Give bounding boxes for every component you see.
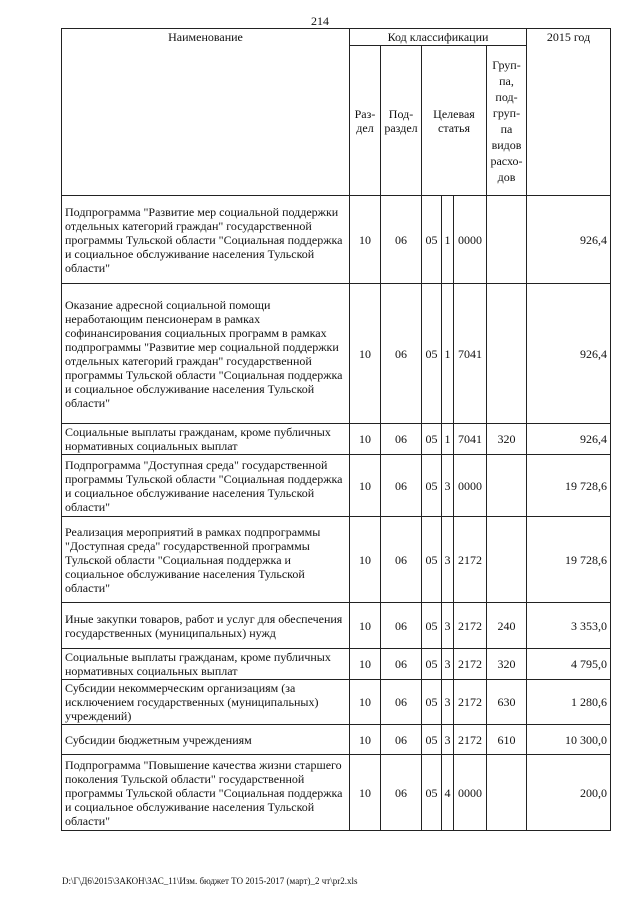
row-amount: 926,4 xyxy=(527,196,611,284)
row-name: Реализация мероприятий в рамках подпрограммы "Доступная среда" государственной программы Тульской области "Социальная поддержка и социальное обслуживание населения Тульской области" xyxy=(62,517,350,603)
row-target-direction: 2172 xyxy=(454,649,487,680)
row-subsection: 06 xyxy=(381,284,422,424)
row-target-direction: 0000 xyxy=(454,755,487,831)
row-name: Подпрограмма "Развитие мер социальной поддержки отдельных категорий граждан" государственной программы Тульской области "Социальная поддержка и социальное обслуживание населения Тульской области" xyxy=(62,196,350,284)
row-target-program: 05 xyxy=(422,196,442,284)
row-target-subprogram: 3 xyxy=(442,455,454,517)
row-expense-type: 320 xyxy=(487,424,527,455)
header-classification: Код классификации xyxy=(350,29,527,46)
table-row xyxy=(62,455,611,517)
row-subsection: 06 xyxy=(381,725,422,755)
row-amount: 1 280,6 xyxy=(527,680,611,725)
row-expense-type xyxy=(487,517,527,603)
row-amount: 926,4 xyxy=(527,284,611,424)
header-group: Груп- па, под- груп- па видов расхо- дов xyxy=(487,46,527,196)
row-name: Субсидии некоммерческим организациям (за исключением государственных (муниципальных) учреждений) xyxy=(62,680,350,725)
header-year: 2015 год xyxy=(527,29,611,196)
row-expense-type: 240 xyxy=(487,603,527,649)
table-row xyxy=(62,649,611,680)
row-target-program: 05 xyxy=(422,680,442,725)
row-expense-type xyxy=(487,455,527,517)
header-section: Раз- дел xyxy=(350,46,381,196)
row-expense-type: 630 xyxy=(487,680,527,725)
row-section: 10 xyxy=(350,649,381,680)
row-subsection: 06 xyxy=(381,603,422,649)
row-amount: 19 728,6 xyxy=(527,455,611,517)
table-row xyxy=(62,603,611,649)
row-expense-type xyxy=(487,284,527,424)
table-row xyxy=(62,755,611,831)
row-target-program: 05 xyxy=(422,517,442,603)
row-subsection: 06 xyxy=(381,680,422,725)
row-amount: 19 728,6 xyxy=(527,517,611,603)
row-section: 10 xyxy=(350,455,381,517)
table-row xyxy=(62,517,611,603)
row-target-subprogram: 3 xyxy=(442,517,454,603)
row-target-program: 05 xyxy=(422,424,442,455)
table-row xyxy=(62,725,611,755)
row-amount: 926,4 xyxy=(527,424,611,455)
table-row xyxy=(62,424,611,455)
row-target-subprogram: 1 xyxy=(442,284,454,424)
row-name: Подпрограмма "Повышение качества жизни старшего поколения Тульской области" государственной программы Тульской области "Социальная поддержка и социальное обслуживание населения Тульской области" xyxy=(62,755,350,831)
row-subsection: 06 xyxy=(381,755,422,831)
row-target-program: 05 xyxy=(422,755,442,831)
row-name: Социальные выплаты гражданам, кроме публичных нормативных социальных выплат xyxy=(62,649,350,680)
file-path-footer: D:\Г\Д6\2015\ЗАКОН\ЗАС_11\Изм. бюджет ТО 2015-2017 (март)_2 чт\pr2.xls xyxy=(62,876,358,886)
header-name: Наименование xyxy=(62,29,350,196)
row-subsection: 06 xyxy=(381,649,422,680)
row-amount: 10 300,0 xyxy=(527,725,611,755)
table-row xyxy=(62,284,611,424)
row-name: Оказание адресной социальной помощи неработающим пенсионерам в рамках софинансирования социальных программ в рамках подпрограммы "Развитие мер социальной поддержки отдельных категорий граждан" государственной программы Тульской области "Социальная поддержка и социальное обслуживание населения Тульской области" xyxy=(62,284,350,424)
row-target-direction: 2172 xyxy=(454,725,487,755)
table-row xyxy=(62,196,611,284)
row-target-direction: 2172 xyxy=(454,517,487,603)
row-amount: 4 795,0 xyxy=(527,649,611,680)
row-expense-type: 610 xyxy=(487,725,527,755)
page-number: 214 xyxy=(311,14,329,28)
row-target-subprogram: 3 xyxy=(442,725,454,755)
row-target-subprogram: 3 xyxy=(442,680,454,725)
row-name: Социальные выплаты гражданам, кроме публичных нормативных социальных выплат xyxy=(62,424,350,455)
row-target-subprogram: 3 xyxy=(442,603,454,649)
row-target-direction: 7041 xyxy=(454,424,487,455)
row-target-program: 05 xyxy=(422,725,442,755)
row-section: 10 xyxy=(350,196,381,284)
row-subsection: 06 xyxy=(381,424,422,455)
row-target-program: 05 xyxy=(422,649,442,680)
table-row xyxy=(62,680,611,725)
row-section: 10 xyxy=(350,680,381,725)
row-target-program: 05 xyxy=(422,455,442,517)
row-target-program: 05 xyxy=(422,603,442,649)
row-target-subprogram: 4 xyxy=(442,755,454,831)
row-target-subprogram: 3 xyxy=(442,649,454,680)
row-section: 10 xyxy=(350,603,381,649)
row-section: 10 xyxy=(350,725,381,755)
row-section: 10 xyxy=(350,284,381,424)
row-expense-type: 320 xyxy=(487,649,527,680)
row-subsection: 06 xyxy=(381,196,422,284)
row-target-subprogram: 1 xyxy=(442,196,454,284)
row-section: 10 xyxy=(350,517,381,603)
row-target-program: 05 xyxy=(422,284,442,424)
row-target-direction: 2172 xyxy=(454,603,487,649)
row-expense-type xyxy=(487,755,527,831)
row-amount: 200,0 xyxy=(527,755,611,831)
row-name: Подпрограмма "Доступная среда" государственной программы Тульской области "Социальная поддержка и социальное обслуживание населения Тульской области" xyxy=(62,455,350,517)
row-target-direction: 2172 xyxy=(454,680,487,725)
row-target-subprogram: 1 xyxy=(442,424,454,455)
row-name: Субсидии бюджетным учреждениям xyxy=(62,725,350,755)
row-amount: 3 353,0 xyxy=(527,603,611,649)
budget-table xyxy=(61,28,611,831)
row-subsection: 06 xyxy=(381,455,422,517)
row-expense-type xyxy=(487,196,527,284)
row-section: 10 xyxy=(350,755,381,831)
row-section: 10 xyxy=(350,424,381,455)
row-target-direction: 7041 xyxy=(454,284,487,424)
header-target: Целевая статья xyxy=(422,46,487,196)
row-subsection: 06 xyxy=(381,517,422,603)
row-target-direction: 0000 xyxy=(454,196,487,284)
row-target-direction: 0000 xyxy=(454,455,487,517)
header-subsection: Под- раздел xyxy=(381,46,422,196)
row-name: Иные закупки товаров, работ и услуг для обеспечения государственных (муниципальных) нужд xyxy=(62,603,350,649)
